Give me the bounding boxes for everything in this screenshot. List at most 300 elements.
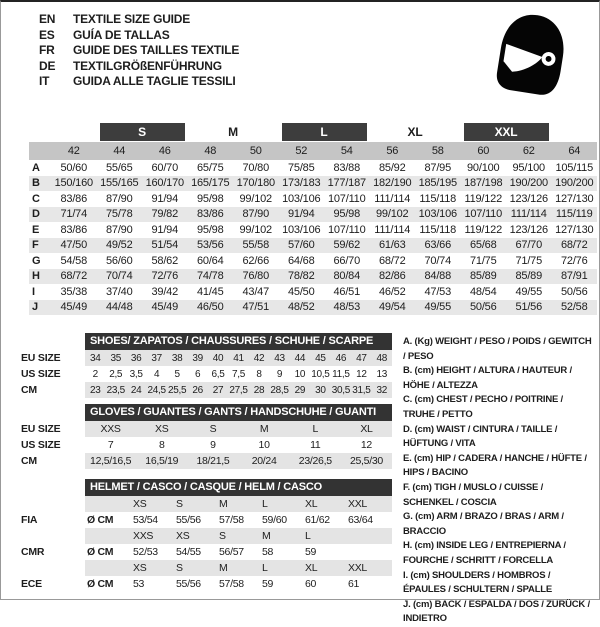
size-value: 55/58 [242, 239, 270, 252]
size-value: 111/114 [374, 192, 411, 205]
size-value: 44/48 [105, 301, 133, 314]
size-value: 72/76 [560, 254, 588, 267]
size-cell: 8 [256, 368, 262, 380]
size-cell: XS [155, 423, 169, 435]
size-value: 103/106 [282, 192, 321, 205]
row-label: FIA [21, 514, 38, 526]
size-value: 48/53 [333, 301, 361, 314]
size-value: 65/75 [196, 161, 224, 174]
textile-size-table [29, 123, 597, 315]
size-value: 70/80 [242, 161, 270, 174]
size-value: 83/86 [60, 192, 88, 205]
size-value: 127/130 [555, 192, 594, 205]
size-cell: 58 [262, 546, 274, 558]
size-value: 62/66 [242, 254, 270, 267]
diameter-unit-label: Ø CM [87, 514, 114, 526]
size-value: 105/115 [555, 161, 594, 174]
row-label [21, 528, 85, 544]
size-cell: 23 [89, 384, 101, 396]
size-column-row [29, 142, 597, 160]
measure-row [29, 300, 597, 316]
size-value: 59/62 [333, 239, 361, 252]
size-value: 53/56 [196, 239, 224, 252]
size-value: 107/110 [464, 208, 503, 221]
size-cell: 63/64 [348, 514, 373, 526]
size-value: 45/49 [151, 301, 179, 314]
size-group-label: M [228, 125, 238, 139]
size-group-label: S [100, 123, 185, 141]
size-value: 85/89 [515, 270, 543, 283]
language-code: DE [39, 58, 56, 73]
measure-row [29, 191, 597, 207]
size-value: 65/68 [469, 239, 497, 252]
size-cell: 60 [305, 578, 317, 590]
helmet-row [85, 512, 392, 528]
size-value: 55/65 [105, 161, 133, 174]
size-value: 91/94 [287, 208, 315, 221]
size-value: 85/89 [469, 270, 497, 283]
size-cell: 44 [294, 352, 306, 364]
size-value: 50/56 [560, 285, 588, 298]
size-value: 95/98 [196, 192, 224, 205]
size-cell: 5 [174, 368, 180, 380]
diameter-unit-label: Ø CM [87, 578, 114, 590]
size-value: 165/175 [191, 177, 230, 190]
legend-item: A. (Kg) WEIGHT / PESO / POIDS / GEWITCH / PESO [403, 336, 592, 362]
size-value: 91/94 [151, 192, 179, 205]
size-cell: 27 [212, 384, 224, 396]
size-cell: 27,5 [229, 384, 248, 396]
size-cell: M [219, 562, 228, 574]
shoes-row [85, 350, 392, 366]
size-value: 47/53 [424, 285, 452, 298]
language-title: GUIDA ALLE TAGLIE TESSILI [73, 74, 236, 89]
size-cell: S [176, 562, 183, 574]
row-letter: D [32, 208, 40, 221]
size-value: 39/42 [151, 285, 179, 298]
size-column-label: 42 [51, 142, 97, 160]
language-item [39, 28, 239, 44]
gloves-row [85, 437, 392, 453]
size-value: 61/63 [378, 239, 406, 252]
measure-row [29, 160, 597, 176]
size-cell: 53/54 [133, 514, 158, 526]
size-column-label: 48 [188, 142, 234, 160]
size-value: 68/72 [378, 254, 406, 267]
size-value: 107/110 [327, 223, 366, 236]
row-letter: J [32, 301, 38, 314]
size-value: 56/60 [105, 254, 133, 267]
row-label: EU SIZE [21, 423, 61, 435]
language-title: GUÍA DE TALLAS [73, 27, 170, 42]
size-value: 83/86 [60, 223, 88, 236]
size-value: 91/94 [151, 223, 179, 236]
size-cell: L [262, 562, 268, 574]
size-value: 54/58 [60, 254, 88, 267]
size-cell: 54/55 [176, 546, 201, 558]
size-cell: 10 [294, 368, 306, 380]
size-value: 79/82 [151, 208, 179, 221]
size-value: 48/52 [287, 301, 315, 314]
size-group-label: L [282, 123, 367, 141]
size-value: 52/58 [560, 301, 588, 314]
row-letter: H [32, 270, 40, 283]
size-cell: 7 [107, 439, 114, 451]
size-value: 49/54 [378, 301, 406, 314]
size-cell: XL [360, 423, 373, 435]
row-label: CMR [21, 546, 45, 558]
size-cell: 41 [233, 352, 244, 364]
size-value: 49/52 [105, 239, 133, 252]
size-cell: 3,5 [129, 368, 143, 380]
row-label [21, 560, 85, 576]
size-value: 70/74 [105, 270, 133, 283]
size-cell: XXS [133, 530, 154, 542]
gloves-section [21, 404, 396, 469]
measurement-legend [403, 335, 595, 627]
size-column-label: 44 [97, 142, 143, 160]
size-value: 46/51 [333, 285, 361, 298]
size-cell: 53 [133, 578, 145, 590]
size-value: 43/47 [242, 285, 270, 298]
size-cell: XL [305, 562, 318, 574]
size-value: 74/78 [196, 270, 224, 283]
size-column-label: 54 [324, 142, 370, 160]
measure-row [29, 269, 597, 285]
size-cell: 40 [212, 352, 224, 364]
size-cell: 9 [210, 439, 216, 451]
size-value: 87/91 [560, 270, 588, 283]
size-cell: 36 [130, 352, 142, 364]
size-cell: 59/60 [262, 514, 287, 526]
size-cell: 37 [151, 352, 162, 364]
size-group-label: XXL [464, 123, 549, 141]
size-cell: 11,5 [332, 368, 350, 380]
size-cell: 35 [110, 352, 121, 364]
size-value: 49/55 [424, 301, 452, 314]
language-item [39, 59, 239, 75]
size-cell: S [176, 498, 183, 510]
helmet-row [85, 544, 392, 560]
size-cell: M [219, 498, 228, 510]
helmet-row [85, 576, 392, 592]
row-letter: I [32, 285, 35, 298]
size-column-label: 58 [415, 142, 461, 160]
size-value: 57/60 [287, 239, 315, 252]
shoes-row [85, 366, 392, 382]
size-value: 63/66 [424, 239, 452, 252]
size-value: 48/54 [469, 285, 497, 298]
size-value: 66/70 [333, 254, 361, 267]
size-value: 123/126 [509, 192, 548, 205]
size-cell: 23/26,5 [298, 455, 332, 467]
size-value: 95/98 [333, 208, 361, 221]
size-value: 49/55 [515, 285, 543, 298]
size-cell: 45 [315, 352, 326, 364]
helmet-row [85, 496, 392, 512]
size-cell: XS [133, 562, 147, 574]
size-value: 82/86 [378, 270, 406, 283]
size-cell: 12 [356, 368, 367, 380]
size-cell: 56/57 [219, 546, 244, 558]
legend-item: J. (cm) BACK / ESPALDA / DOS / ZURÜCK / INDIETRO [403, 598, 590, 625]
size-cell: 12 [360, 439, 372, 451]
row-letter: C [32, 192, 40, 205]
size-value: 170/180 [236, 177, 275, 190]
size-cell: 6,5 [211, 368, 225, 380]
legend-item: F. (cm) TIGH / MUSLO / CUISSE / SCHENKEL / COSCIA [403, 481, 544, 508]
size-cell: S [219, 530, 226, 542]
size-value: 111/114 [374, 223, 411, 236]
legend-item: D. (cm) WAIST / CINTURA / TAILLE / HÜFTUNG / VITA [403, 423, 558, 450]
legend-item: G. (cm) ARM / BRAZO / BRAS / ARM / BRACCIO [403, 511, 564, 537]
size-cell: 34 [89, 352, 101, 364]
size-cell: M [259, 423, 269, 435]
language-title: TEXTILGRÖßENFÜHRUNG [73, 58, 222, 73]
size-cell: 55/56 [176, 578, 201, 590]
size-value: 51/56 [515, 301, 543, 314]
size-cell: 46 [335, 352, 347, 364]
size-cell: L [262, 498, 268, 510]
size-cell: 59 [305, 546, 317, 558]
size-cell: XL [305, 498, 318, 510]
size-value: 111/114 [510, 208, 547, 221]
size-cell: 12,5/16,5 [90, 455, 132, 467]
size-cell: 2 [92, 368, 98, 380]
measure-row [29, 284, 597, 300]
language-code: FR [39, 43, 55, 58]
size-cell: 6 [194, 368, 201, 380]
size-cell: 8 [158, 439, 165, 451]
helmet-row [85, 528, 392, 544]
gloves-section-title: GLOVES / GUANTES / GANTS / HANDSCHUHE / GUANTI [85, 404, 392, 421]
measure-row [29, 253, 597, 269]
size-value: 103/106 [282, 223, 321, 236]
size-value: 160/170 [145, 177, 184, 190]
size-value: 70/74 [424, 254, 452, 267]
size-cell: L [305, 530, 311, 542]
gloves-grid [21, 404, 396, 469]
size-cell: 30,5 [331, 384, 350, 396]
size-value: 51/54 [151, 239, 179, 252]
size-value: 46/52 [378, 285, 406, 298]
size-cell: 2,5 [109, 368, 123, 380]
size-value: 115/119 [555, 208, 593, 221]
size-value: 80/84 [333, 270, 361, 283]
language-code: IT [39, 74, 50, 89]
size-cell: XS [133, 498, 147, 510]
size-cell: 24 [130, 384, 142, 396]
size-value: 50/60 [60, 161, 88, 174]
size-cell: 29 [294, 384, 306, 396]
size-cell: 43 [274, 352, 285, 364]
size-cell: 30 [315, 384, 326, 396]
row-letter: B [32, 177, 40, 190]
size-value: 47/50 [60, 239, 88, 252]
size-cell: 9 [276, 368, 283, 380]
helmet-section [21, 479, 396, 592]
size-cell: S [209, 423, 217, 435]
size-value: 60/70 [151, 161, 179, 174]
size-value: 87/95 [424, 161, 452, 174]
measure-row [29, 222, 597, 238]
size-cell: 32 [376, 384, 388, 396]
size-value: 71/74 [60, 208, 88, 221]
size-column-label: 46 [142, 142, 188, 160]
measure-row [29, 207, 597, 223]
size-value: 78/82 [287, 270, 315, 283]
language-item [39, 43, 239, 59]
size-value: 71/75 [515, 254, 543, 267]
size-cell: 25,5 [167, 384, 187, 396]
size-cell: XS [176, 530, 190, 542]
size-cell: 59 [262, 578, 274, 590]
size-cell: 55/56 [176, 514, 201, 526]
language-code: ES [39, 27, 55, 42]
size-cell: M [262, 530, 271, 542]
legend-item: C. (cm) CHEST / PECHO / POITRINE / TRUHE / PETTO [403, 394, 563, 420]
diameter-unit-label: Ø CM [87, 546, 114, 558]
legend-item: H. (cm) INSIDE LEG / ENTREPIERNA / FOURCHE / SCHRITT / FORCELLA [403, 540, 566, 566]
row-label: US SIZE [21, 439, 61, 451]
row-letter: F [32, 239, 39, 252]
size-cell: 42 [253, 352, 265, 364]
row-letter: A [32, 161, 40, 174]
legend-item: I. (cm) SHOULDERS / HOMBROS / ÉPAULES / SCHULTERN / SPALLE [403, 569, 553, 596]
size-value: 76/80 [242, 270, 270, 283]
shoes-row [85, 382, 392, 398]
size-value: 190/200 [555, 177, 594, 190]
size-value: 85/92 [378, 161, 406, 174]
size-column-label: 50 [233, 142, 279, 160]
size-cell: 7,5 [232, 368, 246, 380]
row-label: ECE [21, 578, 42, 590]
size-value: 182/190 [373, 177, 412, 190]
size-cell: 20/24 [251, 455, 277, 467]
size-value: 119/122 [464, 192, 503, 205]
size-cell: 25,5/30 [349, 455, 383, 467]
gloves-row [85, 421, 392, 437]
size-cell: XXL [348, 498, 367, 510]
size-group-label: XL [407, 125, 423, 139]
size-value: 95/100 [512, 161, 545, 174]
size-value: 68/72 [560, 239, 588, 252]
row-label [21, 496, 85, 512]
size-value: 187/198 [464, 177, 503, 190]
size-cell: 10,5 [311, 368, 330, 380]
size-cell: 26 [192, 384, 203, 396]
language-item [39, 74, 239, 90]
size-value: 45/50 [287, 285, 315, 298]
helmet-icon [485, 6, 577, 110]
size-value: 127/130 [555, 223, 594, 236]
size-value: 185/195 [418, 177, 457, 190]
row-label: EU SIZE [21, 352, 61, 364]
size-cell: 48 [376, 352, 388, 364]
helmet-section-title: HELMET / CASCO / CASQUE / HELM / CASCO [85, 479, 392, 496]
row-label: US SIZE [21, 368, 61, 380]
size-value: 95/98 [196, 223, 224, 236]
size-value: 58/62 [151, 254, 179, 267]
size-value: 87/90 [242, 208, 270, 221]
size-cell: 28 [253, 384, 265, 396]
legend-item: E. (cm) HIP / CADERA / HANCHE / HÜFTE / HIPS / BACINO [403, 452, 587, 479]
size-value: 47/51 [242, 301, 270, 314]
legend-item: B. (cm) HEIGHT / ALTURA / HAUTEUR / HÖHE / ALTEZZA [403, 365, 572, 391]
row-letter: G [32, 254, 41, 267]
language-list [39, 12, 239, 90]
size-value: 75/78 [105, 208, 133, 221]
size-cell: 16,5/19 [145, 455, 179, 467]
size-value: 83/86 [196, 208, 224, 221]
size-value: 190/200 [509, 177, 548, 190]
size-value: 87/90 [105, 192, 133, 205]
size-value: 41/45 [196, 285, 224, 298]
size-value: 37/40 [105, 285, 133, 298]
row-label: CM [21, 455, 37, 467]
size-group-row [29, 123, 597, 142]
size-column-label: 56 [370, 142, 416, 160]
size-cell: XXL [348, 562, 367, 574]
size-column-label: 64 [552, 142, 598, 160]
size-value: 119/122 [464, 223, 503, 236]
size-value: 115/118 [419, 223, 457, 236]
size-column-label: 52 [279, 142, 325, 160]
size-value: 115/118 [419, 192, 457, 205]
measure-row [29, 176, 597, 192]
shoes-section [21, 333, 396, 398]
size-value: 99/102 [376, 208, 409, 221]
size-cell: 11 [310, 439, 321, 451]
size-column-label: 62 [506, 142, 552, 160]
size-value: 50/56 [469, 301, 497, 314]
size-value: 46/50 [196, 301, 224, 314]
size-cell: 13 [376, 368, 388, 380]
size-value: 84/88 [424, 270, 452, 283]
row-label: CM [21, 384, 37, 396]
row-letter: E [32, 223, 40, 236]
size-value: 68/72 [60, 270, 88, 283]
size-cell: 38 [171, 352, 183, 364]
size-cell: L [312, 423, 319, 435]
shoes-section-title: SHOES/ ZAPATOS / CHAUSSURES / SCHUHE / SCARPE [85, 333, 392, 350]
size-cell: 23,5 [106, 384, 125, 396]
size-cell: 57/58 [219, 514, 244, 526]
size-value: 123/126 [509, 223, 548, 236]
shoes-grid [21, 333, 396, 398]
size-value: 177/187 [327, 177, 366, 190]
helmet-row [85, 560, 392, 576]
language-title: TEXTILE SIZE GUIDE [73, 12, 191, 26]
size-cell: 18/21,5 [196, 455, 230, 467]
size-value: 72/76 [151, 270, 179, 283]
size-cell: 39 [192, 352, 203, 364]
size-value: 35/38 [60, 285, 88, 298]
size-cell: 24,5 [147, 384, 166, 396]
size-cell: XXS [100, 423, 121, 435]
language-code: EN [39, 12, 56, 26]
size-value: 107/110 [327, 192, 366, 205]
language-item [39, 12, 239, 28]
size-value: 87/90 [105, 223, 133, 236]
size-cell: 61/62 [305, 514, 330, 526]
size-value: 45/49 [60, 301, 88, 314]
size-cell: 61 [348, 578, 360, 590]
size-value: 71/75 [469, 254, 497, 267]
size-cell: 10 [258, 439, 270, 451]
size-value: 155/165 [100, 177, 139, 190]
language-title: GUIDE DES TAILLES TEXTILE [73, 43, 240, 58]
